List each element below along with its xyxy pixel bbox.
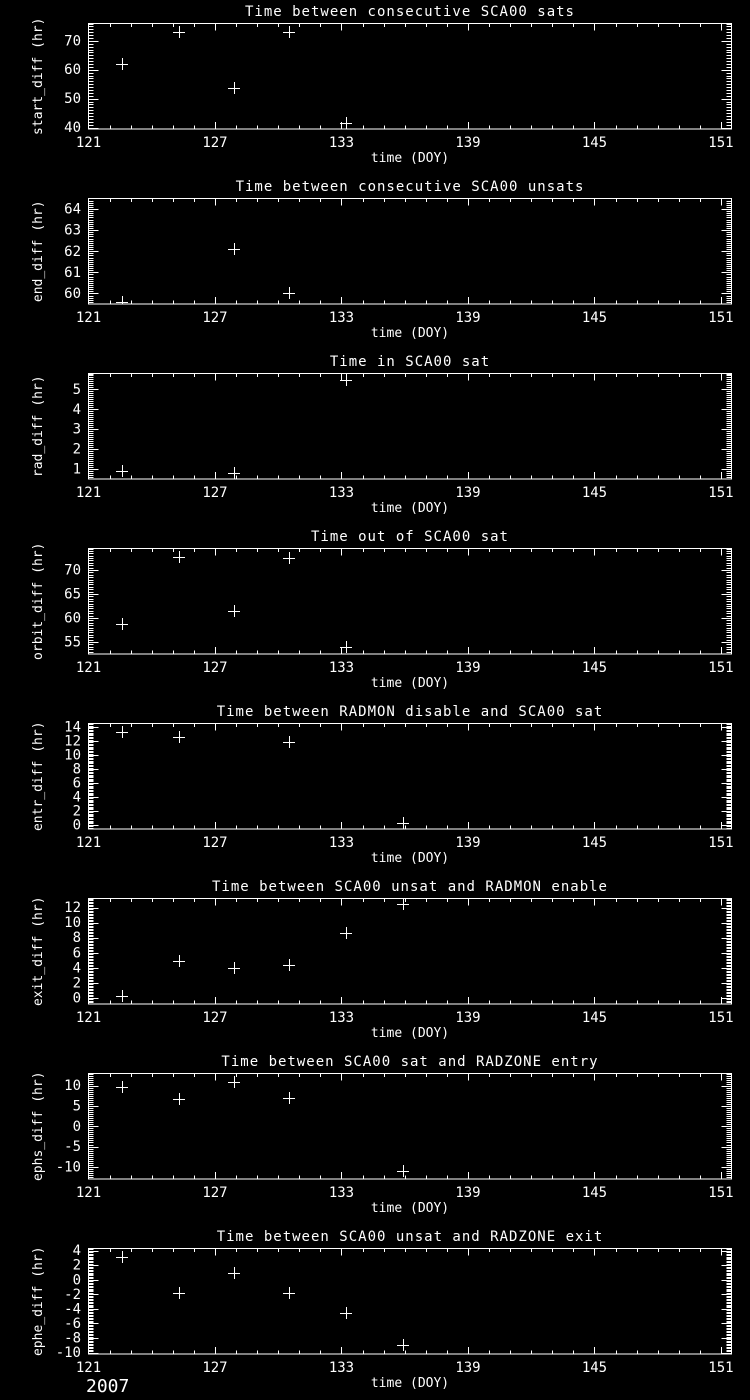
y-tick-label: 55 <box>64 634 81 651</box>
x-tick-label: 139 <box>455 135 481 151</box>
y-tick-label: 4 <box>72 401 81 418</box>
y-axis-label: start_diff (hr) <box>31 17 46 135</box>
x-axis-label: time (DOY) <box>370 1201 450 1216</box>
x-tick-label: 121 <box>75 1185 102 1201</box>
plot-frame <box>89 374 732 480</box>
y-tick-label: 4 <box>72 789 81 806</box>
chart-title: Time between SCA00 sat and RADZONE entry <box>221 1054 599 1070</box>
y-tick-label: 10 <box>64 747 81 764</box>
axis-ticks <box>89 899 732 1005</box>
y-tick-label: 0 <box>72 990 81 1007</box>
data-point-marker <box>283 287 295 299</box>
data-point-marker <box>116 990 128 1002</box>
chart-title: Time between SCA00 unsat and RADMON enable <box>211 879 609 895</box>
data-points <box>116 898 409 1002</box>
x-tick-label: 151 <box>708 1360 734 1376</box>
x-tick-label: 133 <box>328 835 355 851</box>
data-point-marker <box>283 1092 295 1104</box>
x-tick-label: 127 <box>202 1360 228 1376</box>
x-tick-label: 127 <box>202 660 228 676</box>
data-point-marker <box>283 959 295 971</box>
data-point-marker <box>228 962 240 974</box>
chart-title: Time between RADMON disable and SCA00 sat <box>216 704 604 720</box>
y-tick-label: 8 <box>72 930 81 947</box>
data-point-marker <box>340 1307 352 1319</box>
data-point-marker <box>116 465 128 477</box>
x-axis-label: time (DOY) <box>370 851 450 866</box>
x-tick-label: 127 <box>202 1185 228 1201</box>
x-tick-label: 145 <box>581 835 608 851</box>
data-points <box>116 1251 409 1351</box>
plot-frame <box>89 24 732 130</box>
y-tick-label: 12 <box>64 733 81 750</box>
data-point-marker <box>173 731 185 743</box>
x-tick-label: 151 <box>708 310 734 326</box>
data-point-marker <box>116 726 128 738</box>
data-point-marker <box>397 1339 409 1351</box>
axis-ticks <box>89 724 732 830</box>
data-points <box>116 26 352 129</box>
y-tick-label: 2 <box>72 1257 81 1274</box>
data-points <box>116 726 409 829</box>
x-tick-label: 145 <box>581 485 608 501</box>
x-tick-label: 121 <box>75 135 102 151</box>
data-point-marker <box>116 1081 128 1093</box>
data-point-marker <box>228 605 240 617</box>
chart-panel-0 <box>0 0 750 175</box>
axis-ticks <box>89 549 732 655</box>
x-tick-label: 133 <box>328 310 355 326</box>
axis-ticks <box>89 1074 732 1180</box>
x-tick-label: 121 <box>75 1010 102 1026</box>
data-point-marker <box>173 1093 185 1105</box>
chart-title: Time between consecutive SCA00 unsats <box>235 179 585 195</box>
x-tick-label: 151 <box>708 1185 734 1201</box>
y-tick-label: -6 <box>64 1315 81 1332</box>
x-axis-label: time (DOY) <box>370 326 450 341</box>
y-tick-label: 3 <box>72 421 81 438</box>
plot-frame <box>89 1074 732 1180</box>
x-tick-label: 145 <box>581 1185 608 1201</box>
data-points <box>116 243 295 308</box>
x-tick-label: 121 <box>75 485 102 501</box>
chart-panel-3 <box>0 525 750 700</box>
x-tick-label: 133 <box>328 135 355 151</box>
x-axis-label: time (DOY) <box>370 501 450 516</box>
x-tick-label: 121 <box>75 660 102 676</box>
chart-panel-2 <box>0 350 750 525</box>
x-tick-label: 139 <box>455 485 481 501</box>
data-point-marker <box>283 26 295 38</box>
x-tick-label: 151 <box>708 835 734 851</box>
x-axis-label: time (DOY) <box>370 1376 450 1391</box>
y-tick-label: 14 <box>64 719 81 736</box>
x-tick-label: 133 <box>328 1360 355 1376</box>
data-point-marker <box>397 898 409 910</box>
y-tick-label: -10 <box>55 1159 81 1176</box>
x-tick-label: 121 <box>75 310 102 326</box>
x-tick-label: 133 <box>328 1185 355 1201</box>
x-tick-label: 151 <box>708 1010 734 1026</box>
x-axis-label: time (DOY) <box>370 1026 450 1041</box>
data-point-marker <box>283 736 295 748</box>
y-axis-label: rad_diff (hr) <box>31 375 46 478</box>
x-tick-label: 127 <box>202 485 228 501</box>
x-tick-label: 145 <box>581 1010 608 1026</box>
chart-panel-5 <box>0 875 750 1050</box>
chart-title: Time out of SCA00 sat <box>310 529 510 545</box>
data-points <box>116 374 352 479</box>
y-tick-label: 50 <box>64 91 81 108</box>
data-point-marker <box>173 955 185 967</box>
x-axis-label: time (DOY) <box>370 676 450 691</box>
y-tick-label: -10 <box>55 1345 81 1362</box>
y-tick-label: 4 <box>72 960 81 977</box>
data-points <box>116 551 352 653</box>
y-axis-label: ephe_diff (hr) <box>31 1246 46 1357</box>
chart-panel-6 <box>0 1050 750 1225</box>
y-axis-label: exit_diff (hr) <box>31 896 46 1007</box>
x-tick-label: 145 <box>581 660 608 676</box>
data-point-marker <box>397 817 409 829</box>
y-tick-label: 70 <box>64 562 81 579</box>
chart-title: Time in SCA00 sat <box>329 354 491 370</box>
plot-frame <box>89 199 732 305</box>
y-tick-label: 63 <box>64 222 81 239</box>
data-points <box>116 1076 409 1177</box>
data-point-marker <box>228 82 240 94</box>
data-point-marker <box>116 618 128 630</box>
plot-frame <box>89 549 732 655</box>
x-tick-label: 139 <box>455 1185 481 1201</box>
x-tick-label: 139 <box>455 1360 481 1376</box>
y-axis-label: end_diff (hr) <box>31 200 46 303</box>
y-tick-label: 61 <box>64 264 81 281</box>
y-tick-label: 2 <box>72 975 81 992</box>
y-tick-label: 60 <box>64 610 81 627</box>
plot-frame <box>89 1249 732 1355</box>
y-tick-label: 65 <box>64 586 81 603</box>
y-tick-label: 1 <box>72 461 81 478</box>
axis-ticks <box>89 24 732 130</box>
y-tick-label: 60 <box>64 62 81 79</box>
x-tick-label: 151 <box>708 485 734 501</box>
x-tick-label: 127 <box>202 835 228 851</box>
y-tick-label: 8 <box>72 761 81 778</box>
y-tick-label: 40 <box>64 120 81 137</box>
y-axis-label: entr_diff (hr) <box>31 721 46 832</box>
y-tick-label: 4 <box>72 1243 81 1260</box>
y-tick-label: 70 <box>64 33 81 50</box>
data-point-marker <box>228 467 240 479</box>
x-tick-label: 139 <box>455 660 481 676</box>
x-tick-label: 133 <box>328 485 355 501</box>
plot-frame <box>89 724 732 830</box>
y-tick-label: 0 <box>72 1118 81 1135</box>
data-point-marker <box>397 1165 409 1177</box>
y-tick-label: 0 <box>72 1272 81 1289</box>
chart-panel-1 <box>0 175 750 350</box>
x-tick-label: 127 <box>202 310 228 326</box>
y-tick-label: 60 <box>64 285 81 302</box>
x-tick-label: 127 <box>202 1010 228 1026</box>
y-tick-label: 10 <box>64 1078 81 1095</box>
y-tick-label: 12 <box>64 900 81 917</box>
y-tick-label: 5 <box>72 381 81 398</box>
data-point-marker <box>173 551 185 563</box>
chart-panel-4 <box>0 700 750 875</box>
axis-ticks <box>89 374 732 480</box>
x-tick-label: 121 <box>75 835 102 851</box>
axis-ticks <box>89 199 732 305</box>
y-tick-label: 64 <box>64 201 81 218</box>
x-tick-label: 151 <box>708 660 734 676</box>
chart-title: Time between SCA00 unsat and RADZONE exit <box>216 1229 604 1245</box>
data-point-marker <box>173 26 185 38</box>
x-tick-label: 145 <box>581 135 608 151</box>
x-tick-label: 127 <box>202 135 228 151</box>
y-tick-label: 2 <box>72 803 81 820</box>
data-point-marker <box>228 1267 240 1279</box>
x-tick-label: 151 <box>708 135 734 151</box>
axis-ticks <box>89 1249 732 1355</box>
x-tick-label: 139 <box>455 310 481 326</box>
data-point-marker <box>116 58 128 70</box>
data-point-marker <box>340 927 352 939</box>
data-point-marker <box>283 552 295 564</box>
y-axis-label: ephs_diff (hr) <box>31 1071 46 1182</box>
x-tick-label: 145 <box>581 310 608 326</box>
data-point-marker <box>173 1287 185 1299</box>
y-tick-label: 62 <box>64 243 81 260</box>
data-point-marker <box>116 1251 128 1263</box>
chart-panel-7 <box>0 1225 750 1400</box>
x-tick-label: 121 <box>75 1360 102 1376</box>
year-label: 2007 <box>86 1376 130 1397</box>
data-point-marker <box>283 1287 295 1299</box>
x-axis-label: time (DOY) <box>370 151 450 166</box>
y-tick-label: -2 <box>64 1286 81 1303</box>
y-tick-label: 6 <box>72 775 81 792</box>
y-tick-label: 10 <box>64 915 81 932</box>
y-tick-label: -5 <box>64 1139 81 1156</box>
x-tick-label: 133 <box>328 1010 355 1026</box>
x-tick-label: 145 <box>581 1360 608 1376</box>
x-tick-label: 139 <box>455 1010 481 1026</box>
y-tick-label: 2 <box>72 441 81 458</box>
x-tick-label: 133 <box>328 660 355 676</box>
chart-title: Time between consecutive SCA00 sats <box>244 4 576 20</box>
y-axis-label: orbit_diff (hr) <box>31 542 46 660</box>
y-tick-label: -8 <box>64 1330 81 1347</box>
data-point-marker <box>228 1076 240 1088</box>
y-tick-label: 6 <box>72 945 81 962</box>
plot-frame <box>89 899 732 1005</box>
y-tick-label: -4 <box>64 1301 81 1318</box>
data-point-marker <box>116 296 128 308</box>
y-tick-label: 5 <box>72 1098 81 1115</box>
y-tick-label: 0 <box>72 817 81 834</box>
data-point-marker <box>228 243 240 255</box>
x-tick-label: 139 <box>455 835 481 851</box>
